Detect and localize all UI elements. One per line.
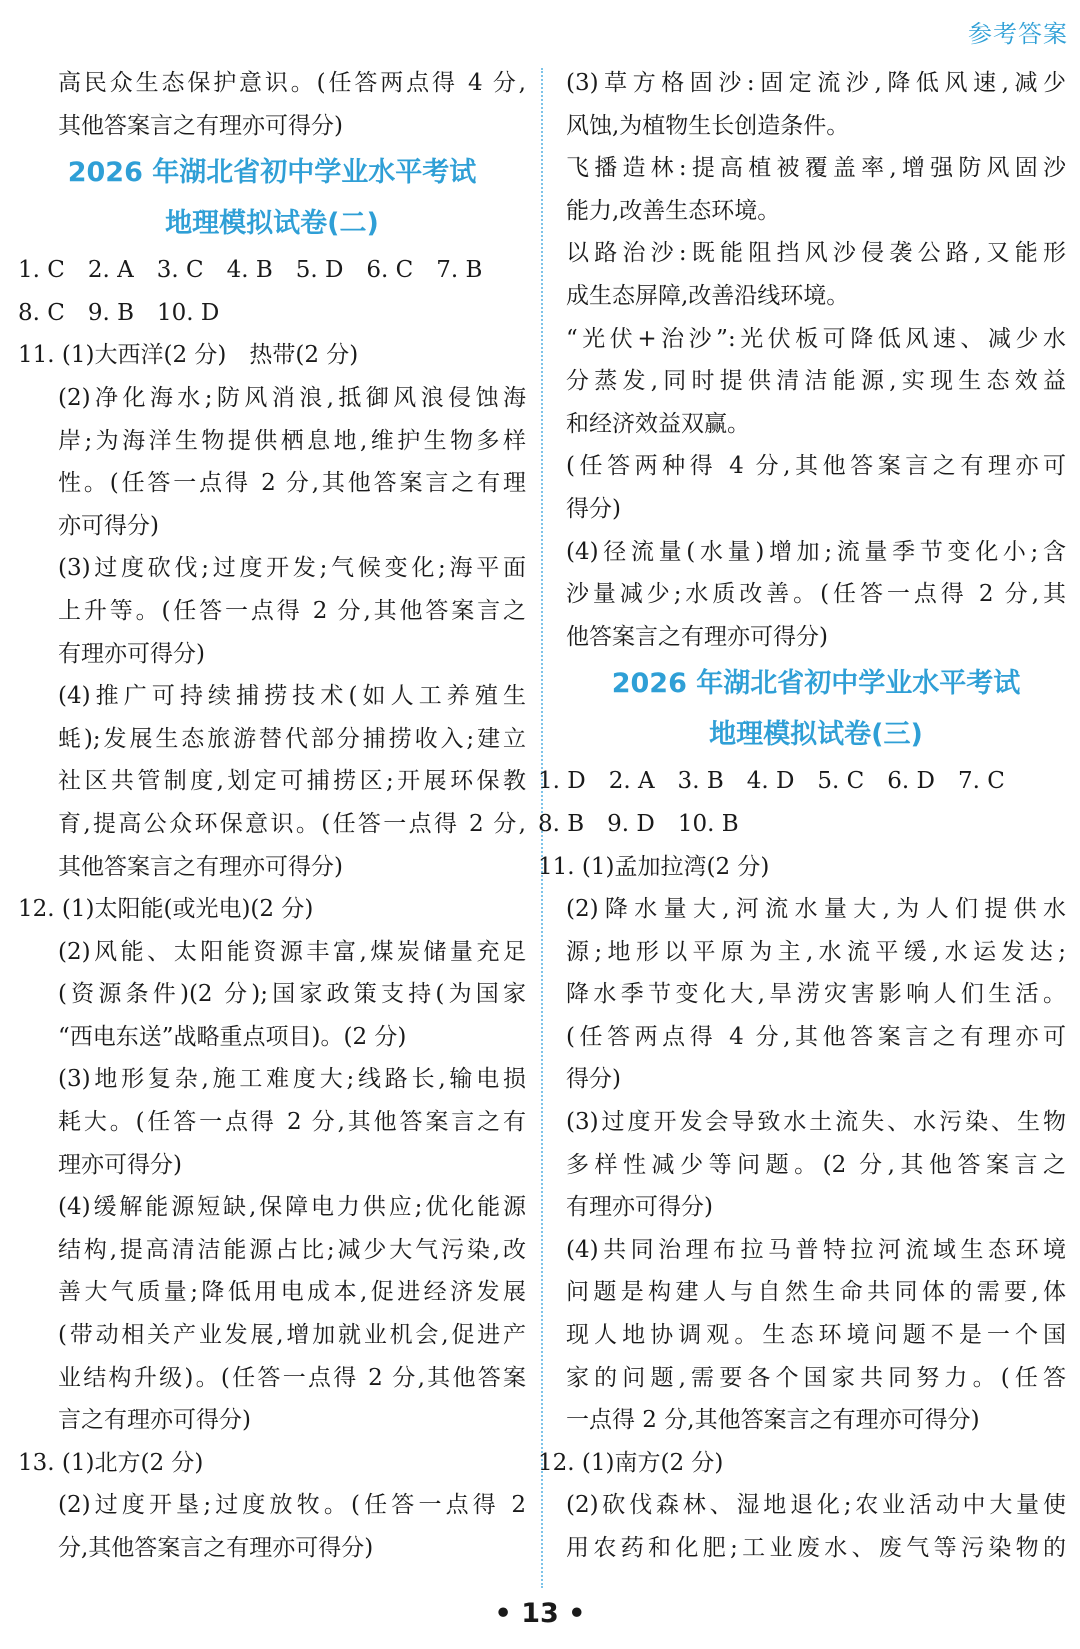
text-line: 有理亦可得分) <box>58 640 205 667</box>
text-line: 结构,提高清洁能源占比;减少大气污染,改 <box>58 1236 526 1263</box>
text-line: 岸;为海洋生物提供栖息地,维护生物多样 <box>58 427 526 454</box>
text-line: 分蒸发,同时提供清洁能源,实现生态效益 <box>566 368 1066 395</box>
text-line: 用农药和化肥;工业废水、废气等污染物的 <box>566 1535 1066 1561</box>
text-line: 源;地形以平原为主,水流平缓,水运发达; <box>566 938 1066 965</box>
text-line: 善大气质量;降低用电成本,促进经济发展 <box>58 1279 526 1306</box>
text-line: 蚝);发展生态旅游替代部分捕捞收入;建立 <box>58 725 526 752</box>
mc-answers-row: 1. C 2. A 3. C 4. B 5. D 6. C 7. B <box>18 257 483 284</box>
exam-title: 2026 年湖北省初中学业水平考试 <box>67 157 477 189</box>
text-line: 亦可得分) <box>58 512 159 539</box>
text-line: (2)降水量大,河流水量大,为人们提供水 <box>566 896 1066 923</box>
text-line: 社区共管制度,划定可捕捞区;开展环保教 <box>58 768 526 795</box>
text-line: (2)过度开垦;过度放牧。(任答一点得 2 <box>58 1492 526 1519</box>
text-line: (3)过度开发会导致水土流失、水污染、生物 <box>566 1109 1066 1136</box>
text-line: 育,提高公众环保意识。(任答一点得 2 分, <box>58 810 526 837</box>
exam-title: 2026 年湖北省初中学业水平考试 <box>611 668 1021 700</box>
text-line: 其他答案言之有理亦可得分) <box>58 112 343 139</box>
question-13-heading: 13. (1)北方(2 分) <box>18 1449 204 1476</box>
text-line: 家的问题,需要各个国家共同努力。(任答 <box>566 1364 1066 1391</box>
text-line: 成生态屏障,改善沿线环境。 <box>566 282 850 309</box>
text-line: 风蚀,为植物生长创造条件。 <box>566 112 850 139</box>
text-line: 以路治沙:既能阻挡风沙侵袭公路,又能形 <box>566 240 1066 267</box>
text-line: 飞播造林:提高植被覆盖率,增强防风固沙 <box>566 155 1066 182</box>
text-line: 分,其他答案言之有理亦可得分) <box>58 1535 374 1561</box>
text-line: (2)砍伐森林、湿地退化;农业活动中大量使 <box>566 1492 1066 1519</box>
text-line: (4)共同治理布拉马普特拉河流域生态环境 <box>566 1236 1066 1263</box>
text-line: 现人地协调观。生态环境问题不是一个国 <box>566 1322 1066 1349</box>
text-line: (3)草方格固沙:固定流沙,降低风速,减少 <box>566 70 1066 96</box>
text-line: 其他答案言之有理亦可得分) <box>58 853 343 880</box>
text-line: 耗大。(任答一点得 2 分,其他答案言之有 <box>58 1109 526 1136</box>
text-line: (任答两点得 4 分,其他答案言之有理亦可 <box>566 1023 1066 1050</box>
text-line: 问题是构建人与自然生命共同体的需要,体 <box>566 1279 1066 1306</box>
text-line: 有理亦可得分) <box>566 1194 713 1221</box>
text-line: 能力,改善生态环境。 <box>566 197 781 224</box>
text-line: (2)风能、太阳能资源丰富,煤炭储量充足 <box>58 938 526 965</box>
mc-answers-row: 8. C 9. B 10. D <box>18 299 220 326</box>
text-line: 降水季节变化大,旱涝灾害影响人们生活。 <box>566 981 1066 1008</box>
question-11-heading: 11. (1)孟加拉湾(2 分) <box>538 853 770 880</box>
text-line: 性。(任答一点得 2 分,其他答案言之有理 <box>58 470 526 497</box>
text-line: (带动相关产业发展,增加就业机会,促进产 <box>58 1322 526 1349</box>
mc-answers-row: 1. D 2. A 3. B 4. D 5. C 6. D 7. C <box>538 768 1005 795</box>
text-line: 言之有理亦可得分) <box>58 1407 251 1434</box>
question-11-heading: 11. (1)大西洋(2 分) 热带(2 分) <box>18 342 359 369</box>
text-line: 和经济效益双赢。 <box>566 410 750 437</box>
text-line: 上升等。(任答一点得 2 分,其他答案言之 <box>58 597 526 624</box>
text-line: 高民众生态保护意识。(任答两点得 4 分, <box>58 70 526 96</box>
text-line: 一点得 2 分,其他答案言之有理亦可得分) <box>566 1407 980 1434</box>
text-line: (4)缓解能源短缺,保障电力供应;优化能源 <box>58 1194 526 1221</box>
mc-answers-row: 8. B 9. D 10. B <box>538 810 739 837</box>
text-line: 得分) <box>566 495 621 522</box>
exam-subtitle: 地理模拟试卷(二) <box>165 208 379 240</box>
text-line: (3)过度砍伐;过度开发;气候变化;海平面 <box>58 555 526 582</box>
question-12-heading: 12. (1)南方(2 分) <box>538 1449 724 1476</box>
text-line: “光伏+治沙”:光伏板可降低风速、减少水 <box>566 325 1066 352</box>
text-line: 理亦可得分) <box>58 1151 182 1178</box>
text-line: (4)推广可持续捕捞技术(如人工养殖生 <box>58 683 526 710</box>
page-number: • 13 • <box>494 1598 586 1629</box>
text-line: (资源条件)(2 分);国家政策支持(为国家 <box>58 981 526 1008</box>
exam-subtitle: 地理模拟试卷(三) <box>709 719 923 751</box>
text-line: 多样性减少等问题。(2 分,其他答案言之 <box>566 1151 1066 1178</box>
text-line: “西电东送”战略重点项目)。(2 分) <box>58 1023 407 1050</box>
left-column <box>18 62 526 1570</box>
text-line: 得分) <box>566 1066 621 1093</box>
question-12-heading: 12. (1)太阳能(或光电)(2 分) <box>18 896 314 923</box>
right-column <box>538 62 1066 1570</box>
text-line: (4)径流量(水量)增加;流量季节变化小;含 <box>566 538 1066 565</box>
answer-key-header: 参考答案 <box>968 20 1068 48</box>
text-line: (2)净化海水;防风消浪,抵御风浪侵蚀海 <box>58 384 526 411</box>
text-line: 沙量减少;水质改善。(任答一点得 2 分,其 <box>566 581 1066 608</box>
text-line: 业结构升级)。(任答一点得 2 分,其他答案 <box>58 1364 526 1391</box>
text-line: 他答案言之有理亦可得分) <box>566 623 828 650</box>
text-line: (任答两种得 4 分,其他答案言之有理亦可 <box>566 453 1066 480</box>
text-line: (3)地形复杂,施工难度大;线路长,输电损 <box>58 1066 526 1093</box>
